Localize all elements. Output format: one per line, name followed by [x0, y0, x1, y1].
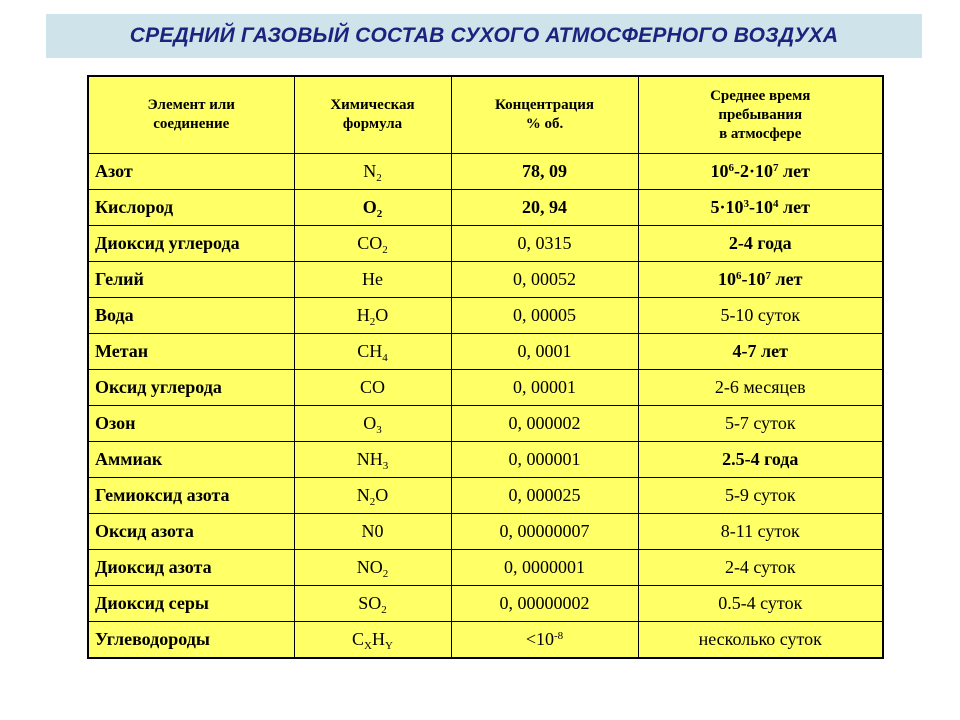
row-formula: $H_2O$ — [294, 298, 451, 334]
row-residence-time: $10^6-2\cdot 10^7$ лет — [638, 154, 883, 190]
row-concentration: 0, 00000002 — [451, 586, 638, 622]
gas-composition-table — [87, 75, 884, 659]
row-residence-time: $5\cdot 10^3-10^4$ лет — [638, 190, 883, 226]
row-formula: $O_3$ — [294, 406, 451, 442]
table-row — [88, 334, 883, 370]
row-formula: $O_2$ — [294, 190, 451, 226]
page-title: СРЕДНИЙ ГАЗОВЫЙ СОСТАВ СУХОГО АТМОСФЕРНОГО ВОЗДУХА — [129, 24, 839, 47]
table-row — [88, 370, 883, 406]
row-formula: $C_XH_Y$ — [294, 622, 451, 659]
row-name: Вода — [88, 298, 294, 334]
row-name: Азот — [88, 154, 294, 190]
header-formula: Химическая формула — [294, 76, 451, 154]
table-row — [88, 442, 883, 478]
row-formula: $N_2$ — [294, 154, 451, 190]
row-concentration: $<10^{-8}$ — [451, 622, 638, 659]
row-formula: $SO_2$ — [294, 586, 451, 622]
row-residence-time: несколько суток — [638, 622, 883, 659]
table-row — [88, 550, 883, 586]
row-concentration: 20, 94 — [451, 190, 638, 226]
row-formula: CO — [294, 370, 451, 406]
row-residence-time: 5-10 суток — [638, 298, 883, 334]
row-formula: $NO_2$ — [294, 550, 451, 586]
table-row — [88, 226, 883, 262]
row-concentration: 0, 000025 — [451, 478, 638, 514]
row-formula: $N_2O$ — [294, 478, 451, 514]
table-row — [88, 298, 883, 334]
row-residence-time: 2.5-4 года — [638, 442, 883, 478]
header-element: Элемент или соединение — [88, 76, 294, 154]
row-name: Гемиоксид азота — [88, 478, 294, 514]
row-formula: $CO_2$ — [294, 226, 451, 262]
row-concentration: 0, 00001 — [451, 370, 638, 406]
table-row — [88, 478, 883, 514]
row-name: Оксид углерода — [88, 370, 294, 406]
row-concentration: 0, 00005 — [451, 298, 638, 334]
row-name: Кислород — [88, 190, 294, 226]
row-concentration: 78, 09 — [451, 154, 638, 190]
row-residence-time: 5-9 суток — [638, 478, 883, 514]
row-concentration: 0, 00000007 — [451, 514, 638, 550]
row-formula: $CH_4$ — [294, 334, 451, 370]
row-name: Аммиак — [88, 442, 294, 478]
row-residence-time: $10^6-10^7$ лет — [638, 262, 883, 298]
table-row — [88, 154, 883, 190]
row-formula: He — [294, 262, 451, 298]
table-row — [88, 262, 883, 298]
header-residence-time: Среднее время пребывания в атмосфере — [638, 76, 883, 154]
row-residence-time: 0.5-4 суток — [638, 586, 883, 622]
row-formula: N0 — [294, 514, 451, 550]
row-concentration: 0, 000001 — [451, 442, 638, 478]
header-concentration: Концентрация % об. — [451, 76, 638, 154]
row-name: Гелий — [88, 262, 294, 298]
table-row — [88, 514, 883, 550]
row-name: Диоксид азота — [88, 550, 294, 586]
row-name: Диоксид серы — [88, 586, 294, 622]
row-residence-time: 8-11 суток — [638, 514, 883, 550]
row-residence-time: 4-7 лет — [638, 334, 883, 370]
row-concentration: 0, 0000001 — [451, 550, 638, 586]
table-row — [88, 586, 883, 622]
table-row — [88, 190, 883, 226]
row-name: Углеводороды — [88, 622, 294, 659]
row-formula: $NH_3$ — [294, 442, 451, 478]
row-concentration: 0, 000002 — [451, 406, 638, 442]
row-concentration: 0, 0001 — [451, 334, 638, 370]
row-residence-time: 5-7 суток — [638, 406, 883, 442]
row-residence-time: 2-4 суток — [638, 550, 883, 586]
row-name: Метан — [88, 334, 294, 370]
row-residence-time: 2-4 года — [638, 226, 883, 262]
row-name: Оксид азота — [88, 514, 294, 550]
table-row — [88, 622, 883, 659]
title-bar — [46, 14, 922, 58]
row-name: Озон — [88, 406, 294, 442]
row-residence-time: 2-6 месяцев — [638, 370, 883, 406]
row-concentration: 0, 0315 — [451, 226, 638, 262]
row-concentration: 0, 00052 — [451, 262, 638, 298]
row-name: Диоксид углерода — [88, 226, 294, 262]
header-row — [88, 76, 883, 154]
table-row — [88, 406, 883, 442]
